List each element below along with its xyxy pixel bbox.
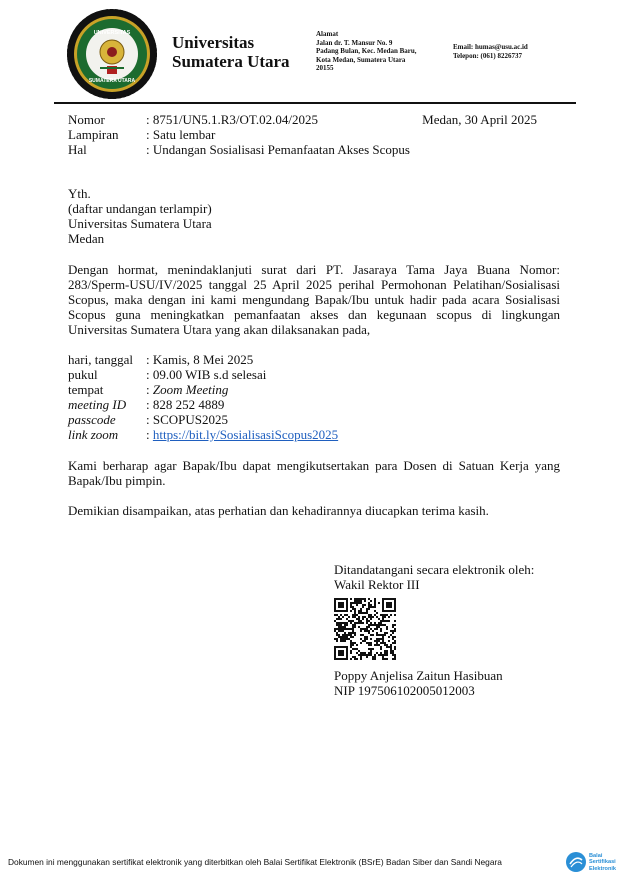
event-day-label: hari, tanggal xyxy=(68,352,133,367)
event-time-value: : 09.00 WIB s.d selesai xyxy=(146,367,267,382)
event-place-row xyxy=(68,382,560,397)
address-line: Padang Bulan, Kec. Medan Baru, xyxy=(316,47,417,56)
svg-text:UNIVERSITAS: UNIVERSITAS xyxy=(93,30,131,36)
signed-by-text: Ditandatangani secara elektronik oleh: xyxy=(334,562,535,577)
phone-text: Telepon: (061) 8226737 xyxy=(453,51,522,60)
event-time-label: pukul xyxy=(68,367,98,382)
bsre-logo-icon xyxy=(565,851,587,873)
event-details xyxy=(68,352,560,442)
address-line: Kota Medan, Sumatera Utara xyxy=(316,55,406,64)
university-seal-icon xyxy=(66,8,158,100)
body-paragraph-1: Dengan hormat, menindaklanjuti surat dari PT. Jasaraya Tama Jaya Buana Nomor: 283/Sperm-USU/IV/2025 tanggal 25 April 2025 perihal Permohonan Pelatihan/Sosialisasi Scopus, maka dengan ini kami mengundang Bapak/Ibu untuk hadir pada acara Sosialisasi Scopus guna meningkatkan pemanfaatan akses dan kegunaan scopus di lingkungan Universitas Sumatera Utara yang akan dilaksanakan pada, xyxy=(68,262,560,337)
event-place-value: Zoom Meeting xyxy=(152,382,229,397)
university-name xyxy=(172,33,290,71)
recipient-line: Universitas Sumatera Utara xyxy=(68,216,212,231)
zoom-link-prefix: : xyxy=(146,427,153,442)
qr-code-icon xyxy=(334,598,396,660)
attachment-value: : Satu lembar xyxy=(146,127,216,142)
address-line: Jalan dr. T. Mansur No. 9 xyxy=(316,38,393,47)
university-name-line1: Universitas xyxy=(172,33,255,52)
letter-meta xyxy=(68,112,410,157)
signer-details xyxy=(334,668,503,698)
signer-position: Wakil Rektor III xyxy=(334,577,420,592)
meeting-id-row xyxy=(68,397,560,412)
contact-block xyxy=(453,43,528,60)
number-value: : 8751/UN5.1.R3/OT.02.04/2025 xyxy=(146,112,319,127)
event-day-row xyxy=(68,352,560,367)
bsre-label xyxy=(589,853,616,872)
university-name-line2: Sumatera Utara xyxy=(172,52,290,71)
signature-header xyxy=(334,562,534,592)
event-day-value: : Kamis, 8 Mei 2025 xyxy=(146,352,254,367)
bsre-line: Balai xyxy=(589,853,603,859)
recipient-block xyxy=(68,186,560,246)
zoom-link-row xyxy=(68,427,560,442)
number-label: Nomor xyxy=(68,112,105,127)
letter-date: Medan, 30 April 2025 xyxy=(422,112,537,127)
passcode-row xyxy=(68,412,560,427)
subject-value: : Undangan Sosialisasi Pemanfaatan Akses Scopus xyxy=(146,142,410,157)
event-place-label: tempat xyxy=(68,382,104,397)
passcode-label: passcode xyxy=(68,412,116,427)
meeting-id-label: meeting ID xyxy=(68,397,127,412)
recipient-line: (daftar undangan terlampir) xyxy=(68,201,212,216)
recipient-line: Medan xyxy=(68,231,105,246)
address-block xyxy=(316,30,417,73)
zoom-link-label: link zoom xyxy=(68,427,119,442)
number-row xyxy=(68,112,410,127)
event-time-row xyxy=(68,367,560,382)
passcode-value: : SCOPUS2025 xyxy=(146,412,228,427)
attachment-label: Lampiran xyxy=(68,127,119,142)
header-divider xyxy=(54,102,576,104)
zoom-link[interactable]: https://bit.ly/SosialisasiScopus2025 xyxy=(152,427,339,442)
svg-text:SUMATERA UTARA: SUMATERA UTARA xyxy=(88,78,136,84)
address-line: 20155 xyxy=(316,64,334,73)
email-text: Email: humas@usu.ac.id xyxy=(453,43,528,51)
subject-row xyxy=(68,142,410,157)
attachment-row xyxy=(68,127,410,142)
meeting-id-value: : 828 252 4889 xyxy=(146,397,225,412)
footer-notice: Dokumen ini menggunakan sertifikat elektronik yang diterbitkan oleh Balai Sertifikat Elektronik (BSrE) Badan Siber dan Sandi Negara xyxy=(8,857,502,867)
recipient-line: Yth. xyxy=(68,186,91,201)
address-label: Alamat xyxy=(316,30,339,38)
bsre-line: Sertifikasi xyxy=(589,859,616,866)
bsre-line: Elektronik xyxy=(589,865,617,872)
body-paragraph-3: Demikian disampaikan, atas perhatian dan kehadirannya diucapkan terima kasih. xyxy=(68,503,489,518)
event-place-prefix: : xyxy=(146,382,153,397)
signer-nip: NIP 197506102005012003 xyxy=(334,683,475,698)
signer-name: Poppy Anjelisa Zaitun Hasibuan xyxy=(334,668,503,683)
subject-label: Hal xyxy=(68,142,87,157)
body-paragraph-2: Kami berharap agar Bapak/Ibu dapat mengikutsertakan para Dosen di Satuan Kerja yang Bapak/Ibu pimpin. xyxy=(68,458,560,488)
